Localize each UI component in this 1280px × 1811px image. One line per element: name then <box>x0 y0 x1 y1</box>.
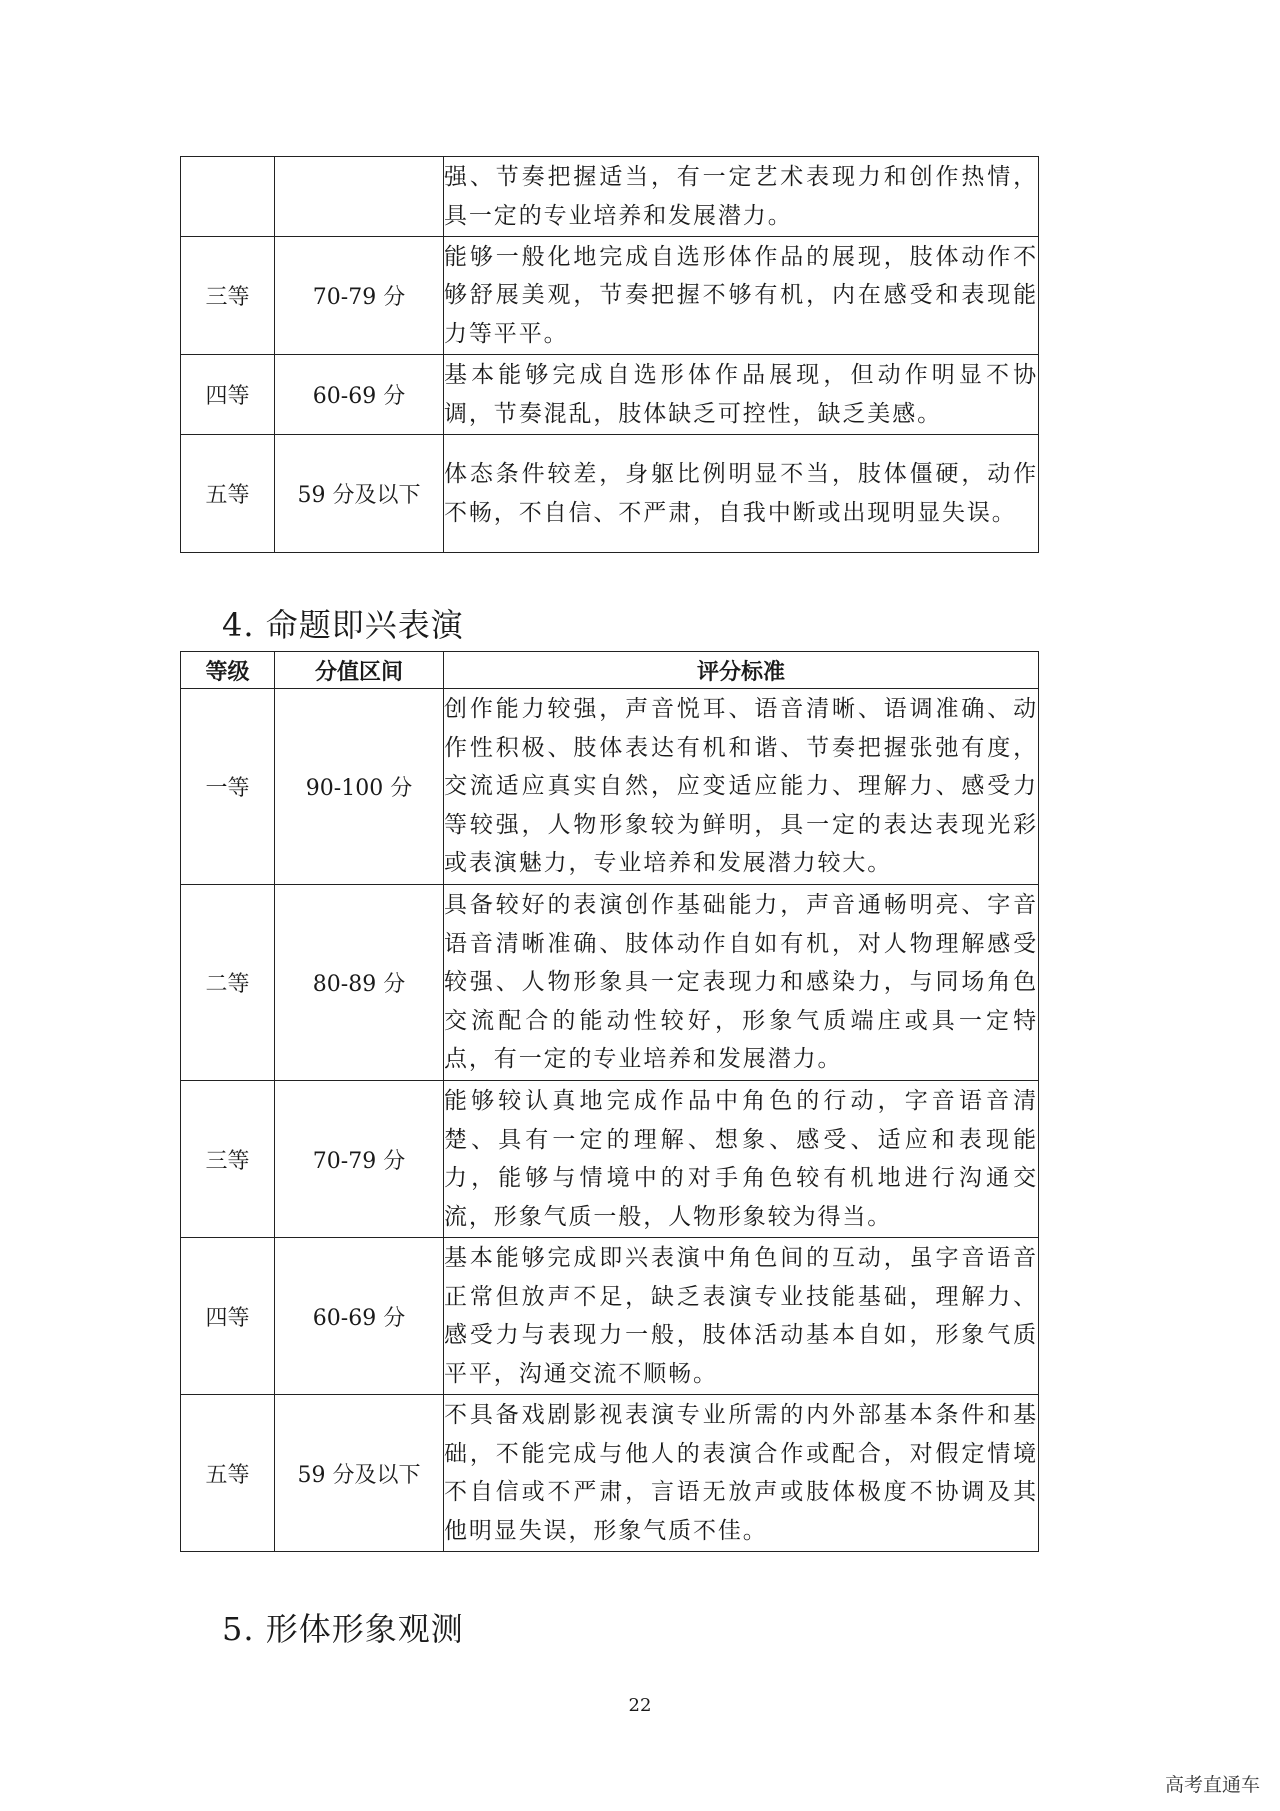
score-range-cell <box>275 157 444 237</box>
table-row <box>181 157 1039 237</box>
criteria-cell: 创作能力较强，声音悦耳、语音清晰、语调准确、动作性积极、肢体表达有机和谐、节奏把握张弛有度，交流适应真实自然，应变适应能力、理解力、感受力等较强，人物形象较为鲜明，具一定的表达表现光彩或表演魅力，专业培养和发展潜力较大。 <box>444 689 1039 885</box>
score-range-cell: 60-69 分 <box>275 1238 444 1395</box>
criteria-cell: 体态条件较差，身躯比例明显不当，肢体僵硬，动作不畅，不自信、不严肃，自我中断或出现明显失误。 <box>444 435 1039 553</box>
improv-performance-scoring-table <box>180 651 1039 1552</box>
column-header-score-range: 分值区间 <box>275 652 444 689</box>
criteria-cell: 基本能够完成即兴表演中角色间的互动，虽字音语音正常但放声不足，缺乏表演专业技能基础，理解力、感受力与表现力一般，肢体活动基本自如，形象气质平平，沟通交流不顺畅。 <box>444 1238 1039 1395</box>
score-range-cell: 90-100 分 <box>275 689 444 885</box>
grade-cell: 一等 <box>181 689 275 885</box>
score-range-cell: 80-89 分 <box>275 885 444 1081</box>
table-header-row <box>181 652 1039 689</box>
grade-cell: 五等 <box>181 435 275 553</box>
table-row <box>181 237 1039 355</box>
watermark: 高考直通车 <box>1164 1774 1260 1796</box>
grade-cell: 二等 <box>181 885 275 1081</box>
section-heading-4: 4. 命题即兴表演 <box>222 606 464 644</box>
table-row <box>181 885 1039 1081</box>
criteria-cell: 具备较好的表演创作基础能力，声音通畅明亮、字音语音清晰准确、肢体动作自如有机，对人物理解感受较强、人物形象具一定表现力和感染力，与同场角色交流配合的能动性较好，形象气质端庄或具一定特点，有一定的专业培养和发展潜力。 <box>444 885 1039 1081</box>
grade-cell: 三等 <box>181 237 275 355</box>
table-row <box>181 355 1039 435</box>
criteria-cell: 能够较认真地完成作品中角色的行动，字音语音清楚、具有一定的理解、想象、感受、适应和表现能力，能够与情境中的对手角色较有机地进行沟通交流，形象气质一般，人物形象较为得当。 <box>444 1081 1039 1238</box>
grade-cell: 三等 <box>181 1081 275 1238</box>
score-range-cell: 70-79 分 <box>275 1081 444 1238</box>
criteria-cell: 强、节奏把握适当，有一定艺术表现力和创作热情，具一定的专业培养和发展潜力。 <box>444 157 1039 237</box>
score-range-cell: 59 分及以下 <box>275 435 444 553</box>
table-row <box>181 1238 1039 1395</box>
scoring-table-continued <box>180 156 1039 553</box>
table-row <box>181 435 1039 553</box>
criteria-cell: 不具备戏剧影视表演专业所需的内外部基本条件和基础，不能完成与他人的表演合作或配合，对假定情境不自信或不严肃，言语无放声或肢体极度不协调及其他明显失误，形象气质不佳。 <box>444 1395 1039 1552</box>
table-row <box>181 1395 1039 1552</box>
column-header-criteria: 评分标准 <box>444 652 1039 689</box>
grade-cell <box>181 157 275 237</box>
score-range-cell: 60-69 分 <box>275 355 444 435</box>
grade-cell: 四等 <box>181 1238 275 1395</box>
score-range-cell: 70-79 分 <box>275 237 444 355</box>
column-header-grade: 等级 <box>181 652 275 689</box>
table-row <box>181 689 1039 885</box>
grade-cell: 五等 <box>181 1395 275 1552</box>
section-heading-5: 5. 形体形象观测 <box>222 1610 464 1648</box>
table-row <box>181 1081 1039 1238</box>
score-range-cell: 59 分及以下 <box>275 1395 444 1552</box>
page-number: 22 <box>628 1695 652 1716</box>
grade-cell: 四等 <box>181 355 275 435</box>
criteria-cell: 基本能够完成自选形体作品展现，但动作明显不协调，节奏混乱，肢体缺乏可控性，缺乏美感。 <box>444 355 1039 435</box>
criteria-cell: 能够一般化地完成自选形体作品的展现，肢体动作不够舒展美观，节奏把握不够有机，内在感受和表现能力等平平。 <box>444 237 1039 355</box>
